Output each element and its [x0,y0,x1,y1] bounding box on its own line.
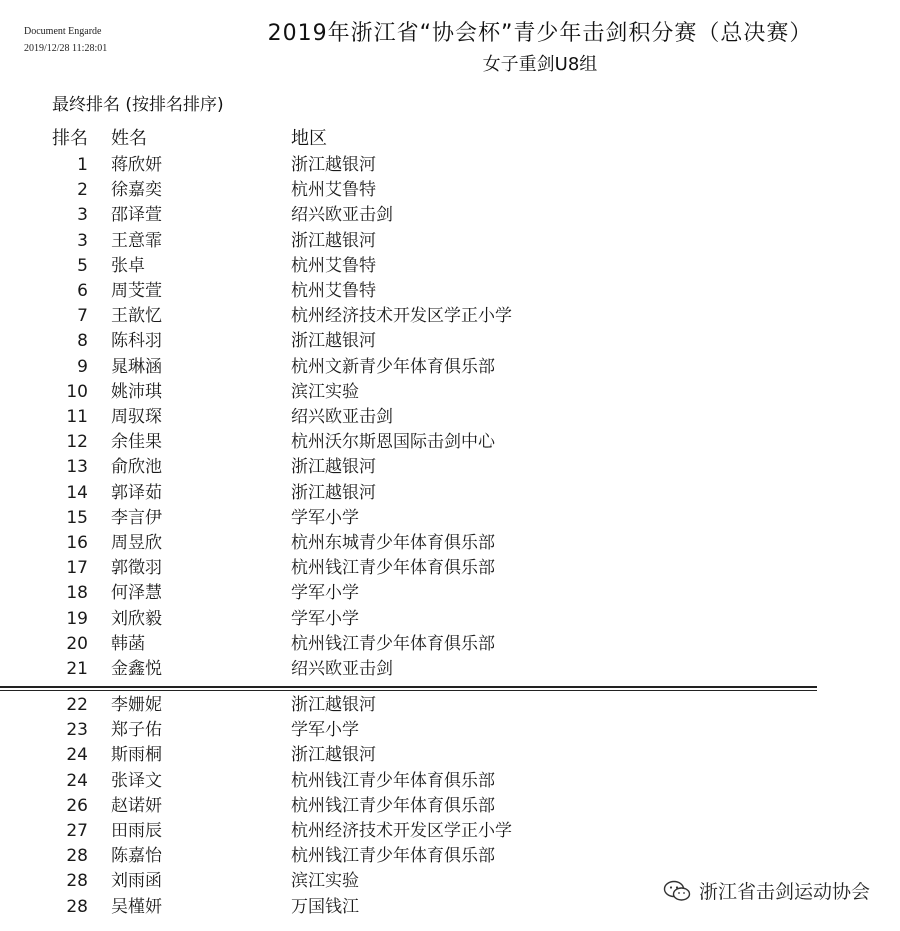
table-row [0,794,900,819]
table-row [0,254,900,279]
name-cell: 邵译萱 [111,205,162,226]
region-cell: 滨江实验 [291,381,359,402]
rank-cell: 8 [77,331,88,352]
name-cell: 吴槿妍 [111,896,162,917]
page-subtitle: 女子重剑U8组 [482,54,598,75]
region-cell: 杭州经济技术开发区学正小学 [291,821,512,841]
region-cell: 杭州钱江青少年体育俱乐部 [291,795,495,816]
region-cell: 浙江越银河 [291,695,376,715]
table-row [0,531,900,556]
name-cell: 斯雨桐 [111,745,162,766]
table-row [0,844,900,869]
name-cell: 赵诺妍 [111,795,162,816]
name-cell: 郭译茹 [111,482,162,503]
name-cell: 徐嘉奕 [111,180,162,201]
name-cell: 陈科羽 [111,331,162,352]
rank-cell: 5 [77,255,88,276]
name-cell: 王歆忆 [111,306,162,327]
rank-cell: 26 [66,795,88,816]
wechat-icon [663,880,691,902]
name-cell: 张卓 [111,255,145,276]
rank-cell: 3 [77,230,88,251]
page-title: 2019年浙江省“协会杯”青少年击剑积分赛（总决赛） [267,21,813,46]
rank-cell: 10 [66,381,88,402]
rank-cell: 9 [77,356,88,377]
table-row [0,506,900,531]
region-cell: 学军小学 [291,583,359,604]
name-cell: 金鑫悦 [111,659,162,679]
region-cell: 学军小学 [291,720,359,741]
table-row [0,153,900,178]
region-cell: 杭州钱江青少年体育俱乐部 [291,558,495,579]
table-row [0,581,900,606]
name-cell: 郑子佑 [111,720,162,741]
table-row [0,329,900,354]
table-row [0,657,900,682]
rank-cell: 21 [66,659,88,679]
name-cell: 王意霏 [111,230,162,251]
rank-cell: 6 [77,281,88,301]
region-cell: 杭州艾鲁特 [291,255,376,276]
rank-cell: 17 [66,558,88,579]
table-row [0,455,900,480]
document-source: Document Engarde [24,26,102,37]
rank-cell: 14 [66,482,88,503]
name-cell: 何泽慧 [111,583,162,604]
table-row [0,607,900,632]
name-cell: 刘雨函 [111,871,162,892]
header-rank: 排名 [52,128,88,149]
region-cell: 浙江越银河 [291,331,376,352]
region-cell: 浙江越银河 [291,482,376,503]
qualification-divider [0,686,817,691]
region-cell: 杭州艾鲁特 [291,281,376,301]
region-cell: 绍兴欧亚击剑 [291,407,393,427]
region-cell: 杭州钱江青少年体育俱乐部 [291,633,495,654]
name-cell: 刘欣毅 [111,608,162,629]
region-cell: 杭州经济技术开发区学正小学 [291,306,512,327]
rank-cell: 18 [66,583,88,604]
name-cell: 韩菡 [111,633,145,654]
table-row [0,769,900,794]
table-row [0,718,900,743]
rank-cell: 19 [66,608,88,629]
table-row [0,380,900,405]
section-title: 最终排名 (按排名排序) [52,95,224,115]
rank-cell: 22 [66,695,88,715]
rank-cell: 15 [66,507,88,528]
name-cell: 蒋欣妍 [111,155,162,175]
rank-cell: 2 [77,180,88,201]
name-cell: 周驭琛 [111,407,162,427]
region-cell: 学军小学 [291,507,359,528]
name-cell: 李言伊 [111,507,162,528]
rank-cell: 24 [66,770,88,791]
region-cell: 杭州沃尔斯恩国际击剑中心 [291,432,495,453]
rank-cell: 20 [66,633,88,654]
region-cell: 杭州文新青少年体育俱乐部 [291,356,495,377]
table-row [0,178,900,203]
header-region: 地区 [291,128,327,149]
name-cell: 田雨辰 [111,821,162,841]
region-cell: 杭州艾鲁特 [291,180,376,201]
watermark [663,877,870,904]
table-row [0,304,900,329]
table-row [0,743,900,768]
rank-cell: 1 [77,155,88,175]
rank-cell: 7 [77,306,88,327]
watermark-text: 浙江省击剑运动协会 [698,881,870,903]
name-cell: 姚沛琪 [111,381,162,402]
rank-cell: 16 [66,533,88,553]
table-row [0,632,900,657]
region-cell: 绍兴欧亚击剑 [291,659,393,679]
name-cell: 晁琳涵 [111,356,162,377]
rank-cell: 13 [66,457,88,478]
table-row [0,556,900,581]
name-cell: 周昱欣 [111,533,162,553]
rank-cell: 12 [66,432,88,453]
table-row [0,355,900,380]
region-cell: 滨江实验 [291,871,359,892]
table-row [0,430,900,455]
table-row [0,693,900,718]
header-name: 姓名 [111,128,147,149]
region-cell: 绍兴欧亚击剑 [291,205,393,226]
region-cell: 万国钱江 [291,896,359,917]
name-cell: 陈嘉怡 [111,846,162,867]
name-cell: 俞欣池 [111,457,162,478]
region-cell: 浙江越银河 [291,155,376,175]
region-cell: 杭州钱江青少年体育俱乐部 [291,770,495,791]
rank-cell: 11 [66,407,88,427]
table-row [0,229,900,254]
region-cell: 浙江越银河 [291,230,376,251]
region-cell: 浙江越银河 [291,457,376,478]
name-cell: 张译文 [111,770,162,791]
document-timestamp: 2019/12/28 11:28:01 [24,43,108,54]
rank-cell: 24 [66,745,88,766]
region-cell: 学军小学 [291,608,359,629]
table-row [0,279,900,304]
rank-cell: 27 [66,821,88,841]
rank-cell: 3 [77,205,88,226]
rank-cell: 28 [66,896,88,917]
region-cell: 杭州东城青少年体育俱乐部 [291,533,495,553]
rank-cell: 28 [66,871,88,892]
rank-cell: 23 [66,720,88,741]
rank-cell: 28 [66,846,88,867]
table-row [0,405,900,430]
region-cell: 杭州钱江青少年体育俱乐部 [291,846,495,867]
table-row [0,203,900,228]
name-cell: 郭徵羽 [111,558,162,579]
name-cell: 余佳果 [111,432,162,453]
region-cell: 浙江越银河 [291,745,376,766]
table-row [0,819,900,844]
name-cell: 周芠萱 [111,281,162,301]
name-cell: 李姗妮 [111,695,162,715]
table-row [0,481,900,506]
